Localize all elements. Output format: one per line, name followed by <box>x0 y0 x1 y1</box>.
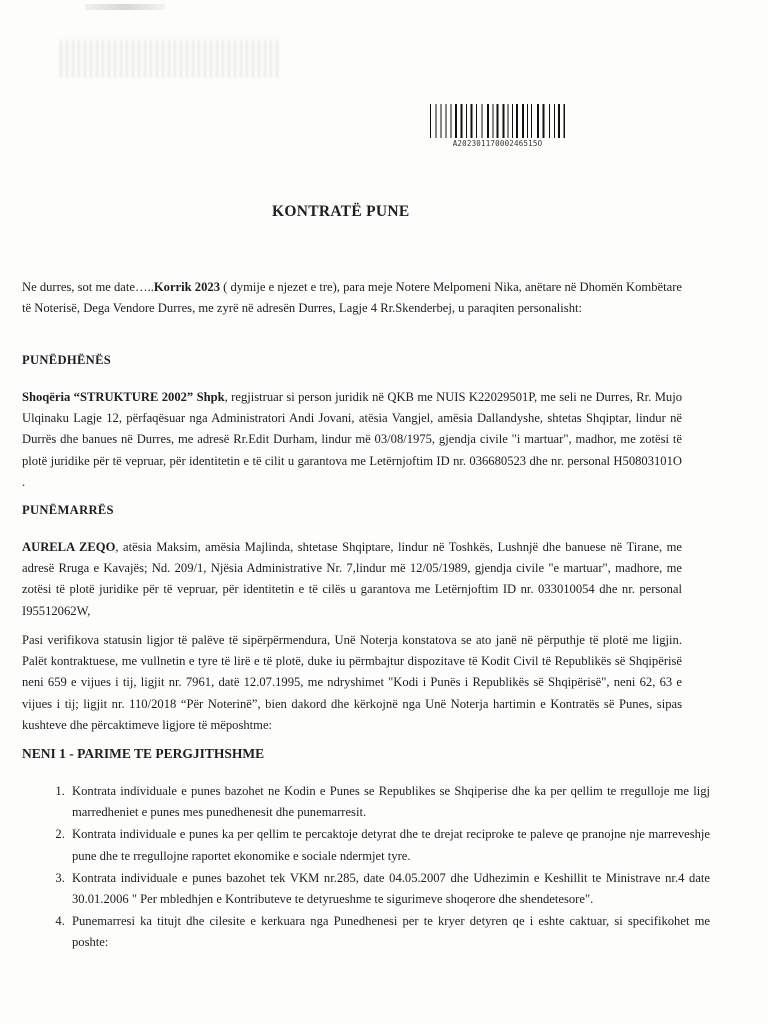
barcode-bar <box>554 104 555 138</box>
barcode-bar <box>564 104 566 138</box>
list-item: 1. Kontrata individuale e punes bazohet ne Kodin e Punes se Republikes se Shqiperise dhe ka per qellim te rregulloje me ligj marredheniet e punes mes punedhenesit dhe punemarresit. <box>68 781 710 823</box>
employer-heading: PUNËDHËNËS <box>22 353 112 367</box>
barcode-bars <box>430 104 565 138</box>
barcode-bar <box>527 104 528 138</box>
list-item: 2. Kontrata individuale e punes ka per qellim te percaktoje detyrat dhe te drejat reciproke te paleve qe pranojne nje marreveshje pune dhe te rregullojne raportet ekonomike e sociale ndermjet tyre. <box>68 824 710 866</box>
article1-list <box>40 781 710 955</box>
verification-paragraph <box>22 630 682 736</box>
employee-paragraph <box>22 537 682 622</box>
barcode <box>430 104 565 148</box>
scan-edge-mark <box>85 4 165 10</box>
barcode-number: A20230117000246515O <box>452 139 543 148</box>
barcode-bar <box>436 104 437 138</box>
list-item: 3. Kontrata individuale e punes bazohet tek VKM nr.285, date 04.05.2007 dhe Udhezimin e Keshillit te Ministrave nr.4 date 30.01.2006 " Per mbledhjen e Kontributeve te detyrueshme te sigurimeve shoqerore dhe shendetesore". <box>68 868 710 910</box>
blurred-stamp-mark <box>60 40 282 78</box>
barcode-bar <box>430 104 431 138</box>
barcode-bar <box>441 104 442 138</box>
barcode-bar <box>482 104 483 138</box>
barcode-bar <box>516 104 518 138</box>
intro-paragraph <box>22 277 682 319</box>
verification-text: Pasi verifikova statusin ligjor të palëve të sipërpërmendura, Unë Noterja konstatova se ato janë në përputhje të plotë me ligjin. Palët kontraktuese, me vullnetin e tyre të lirë e të plotë, duke iu përmbajtur dispozitave të Kodit Civil të Republikës së Shqipërisë neni 659 e vijues i tij, ligjit nr. 7961, datë 12.07.1995, me ndryshimet "Kodi i Punës i Republikës së Shqipërisë", neni 62, 63 e vijues i tij; ligjit nr. 110/2018 “Për Noterinë”, bien dakord dhe kërkojnë nga Unë Noterja hartimin e Kontratës së Punes, sipas kushteve dhe përcaktimeve ligjore të mëposhtme: <box>22 633 682 732</box>
barcode-bar <box>487 104 489 138</box>
barcode-bar <box>558 104 560 138</box>
barcode-bar <box>512 104 513 138</box>
employer-text: Shoqëria “STRUKTURE 2002” Shpk, regjistruar si person juridik në QKB me NUIS K22029501P, me seli ne Durres, Rr. Mujo Ulqinaku Lagje 12, përfaqësuar nga Administratori Andi Jovani, atësia Vangjel, amësia Dallandyshe, shtetas Shqiptar, lindur në Durrës dhe banues në Durres, me adresë Rr.Edit Durham, lindur më 03/08/1975, gjendja civile "i martuar", madhor, me zotësi të plotë juridike për të vepruar, për identitetin e të cilit u garantova me Letërnjoftim ID nr. 036680523 dhe nr. personal H50803101O . <box>22 390 682 489</box>
barcode-bar <box>466 104 467 138</box>
list-item: 4. Punemarresi ka titujt dhe cilesite e kerkuara nga Punedhenesi per te kryer detyren qe i eshte caktuar, si specifikohet me poshte: <box>68 911 710 953</box>
barcode-bar <box>503 104 505 138</box>
employer-paragraph <box>22 387 682 493</box>
barcode-bar <box>451 104 452 138</box>
barcode-bar <box>531 104 532 138</box>
barcode-bar <box>537 104 539 138</box>
barcode-bar <box>543 104 545 138</box>
barcode-bar <box>522 104 524 138</box>
barcode-bar <box>508 104 509 138</box>
employee-heading: PUNËMARRËS <box>22 503 114 517</box>
barcode-bar <box>497 104 499 138</box>
employee-text: AURELA ZEQO, atësia Maksim, amësia Majlinda, shtetase Shqiptare, lindur në Toshkës, Lushnjë dhe banuese në Tirane, me adresë Rruga e Kavajës; Nd. 209/1, Njësia Administrative Nr. 7,lindur më 12/05/1989, gjendja civile "e martuar", madhore, me zotësi të plotë juridike për të vepruar, për identitetin e të cilës u garantova me Letërnjoftim ID nr. 033010054 dhe nr. personal I95512062W, <box>22 540 682 618</box>
barcode-bar <box>493 104 494 138</box>
barcode-bar <box>461 104 463 138</box>
document-title: KONTRATË PUNE <box>272 203 410 220</box>
barcode-bar <box>549 104 550 138</box>
barcode-bar <box>455 104 457 138</box>
barcode-bar <box>471 104 473 138</box>
intro-text: Ne durres, sot me date…..Korrik 2023 ( dymije e njezet e tre), para meje Notere Melpomeni Nika, anëtare në Dhomën Kombëtare të Noterisë, Dega Vendore Durres, me zyrë në adresën Durres, Lagje 4 Rr.Skenderbej, u paraqiten personalisht: <box>22 280 682 316</box>
barcode-bar <box>446 104 447 138</box>
barcode-bar <box>476 104 477 138</box>
article1-heading: NENI 1 - PARIME TE PERGJITHSHME <box>22 746 265 761</box>
